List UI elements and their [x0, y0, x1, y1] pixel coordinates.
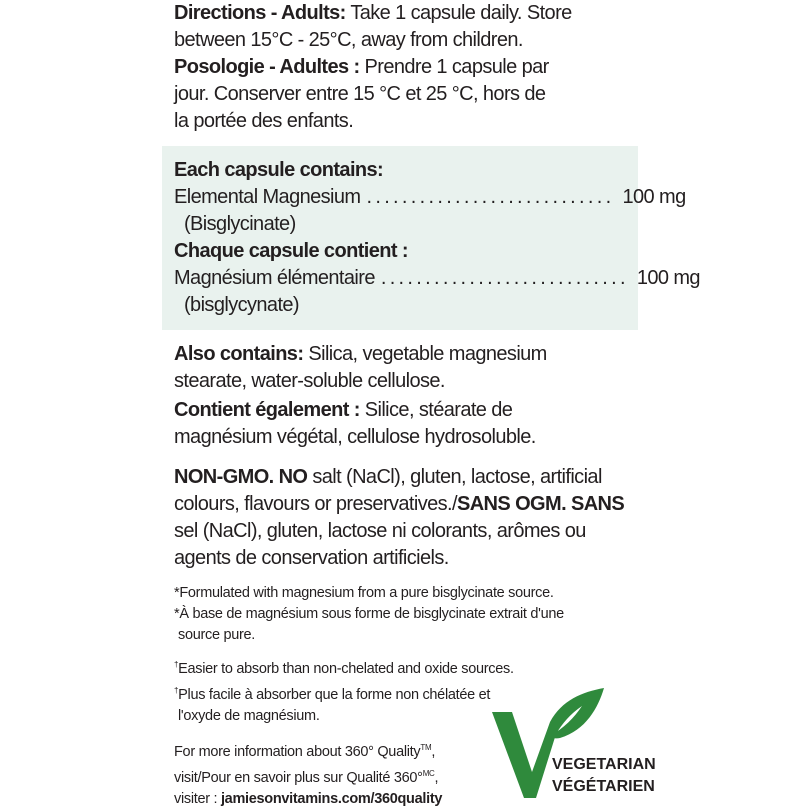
directions-en-text: Take 1 capsule daily. Store: [345, 2, 572, 24]
leader-dots: ............................: [380, 267, 629, 289]
also-contains-fr-label: Contient également :: [174, 399, 360, 421]
directions-fr-text-3: la portée des enfants.: [174, 110, 354, 132]
quality-info: [174, 737, 442, 810]
footnote-star-fr: *À base de magnésium sous forme de bisglycinate extrait d'une: [174, 606, 564, 622]
quality-text-3: visiter :: [174, 790, 221, 807]
quality-text-2: visit/Pour en savoir plus sur Qualité 360°: [174, 769, 423, 786]
directions-en-label: Directions - Adults:: [174, 2, 346, 24]
also-contains-en-text-2: stearate, water-soluble cellulose.: [174, 370, 445, 392]
ingredient-row-en: [174, 184, 686, 211]
punctuation: ,: [434, 769, 439, 786]
also-contains-en-text: Silica, vegetable magnesium: [303, 343, 547, 365]
trademark-mark: TM: [420, 743, 432, 752]
footnote-star: [174, 583, 564, 646]
ingredients-fr-heading: Chaque capsule contient :: [174, 240, 408, 262]
ingredient-amount: 100 mg: [622, 186, 686, 208]
also-contains-section: [174, 341, 547, 451]
ingredients-en-heading: Each capsule contains:: [174, 159, 384, 181]
free-from-text-2: colours, flavours or preservatives./: [174, 493, 457, 515]
vegetarian-label-en: VEGETARIAN: [552, 756, 656, 773]
footnote-dagger-fr-2: l'oxyde de magnésium.: [178, 707, 320, 724]
footnote-star-fr-2: source pure.: [178, 627, 255, 643]
ingredient-amount: 100 mg: [636, 267, 700, 289]
directions-fr-label: Posologie - Adultes :: [174, 56, 360, 78]
punctuation: ,: [431, 743, 436, 760]
ingredient-name: Magnésium élémentaire: [174, 267, 375, 289]
directions-en-text-2: between 15°C - 25°C, away from children.: [174, 29, 523, 51]
also-contains-fr-text-2: magnésium végétal, cellulose hydrosoluble.: [174, 426, 536, 448]
mc-mark: MC: [422, 768, 435, 778]
footnote-dagger: [174, 654, 514, 727]
free-from-text: salt (NaCl), gluten, lactose, artificial: [307, 466, 602, 488]
ingredients-section: [174, 157, 700, 319]
directions-section: [174, 0, 572, 135]
free-from-text-3: sel (NaCl), gluten, lactose ni colorants, arômes ou: [174, 520, 586, 542]
ingredient-name: Elemental Magnesium: [174, 186, 361, 208]
ingredient-form: (Bisglycinate): [184, 213, 296, 235]
non-gmo-label: NON-GMO. NO: [174, 466, 308, 488]
directions-fr-text: Prendre 1 capsule par: [359, 56, 549, 78]
ingredient-row-fr: [174, 265, 700, 292]
quality-text: For more information about 360° Quality: [174, 743, 421, 760]
free-from-section: [174, 464, 624, 572]
also-contains-fr-text: Silice, stéarate de: [359, 399, 513, 421]
vegetarian-label-fr: VÉGÉTARIEN: [552, 778, 655, 795]
also-contains-en-label: Also contains:: [174, 343, 304, 365]
quality-url[interactable]: jamiesonvitamins.com/360quality: [220, 790, 443, 807]
footnote-dagger-en: Easier to absorb than non-chelated and oxide sources.: [178, 660, 514, 677]
leader-dots: ............................: [366, 186, 615, 208]
ingredient-form: (bisglycynate): [184, 294, 299, 316]
directions-fr-text-2: jour. Conserver entre 15 °C et 25 °C, hors de: [174, 83, 546, 105]
sans-ogm-label: SANS OGM. SANS: [456, 493, 625, 515]
free-from-text-4: agents de conservation artificiels.: [174, 547, 449, 569]
footnote-star-en: *Formulated with magnesium from a pure bisglycinate source.: [174, 585, 554, 601]
dagger-mark: †: [174, 660, 179, 669]
footnote-dagger-fr: Plus facile à absorber que la forme non chélatée et: [178, 686, 491, 703]
dagger-mark: †: [174, 685, 179, 695]
